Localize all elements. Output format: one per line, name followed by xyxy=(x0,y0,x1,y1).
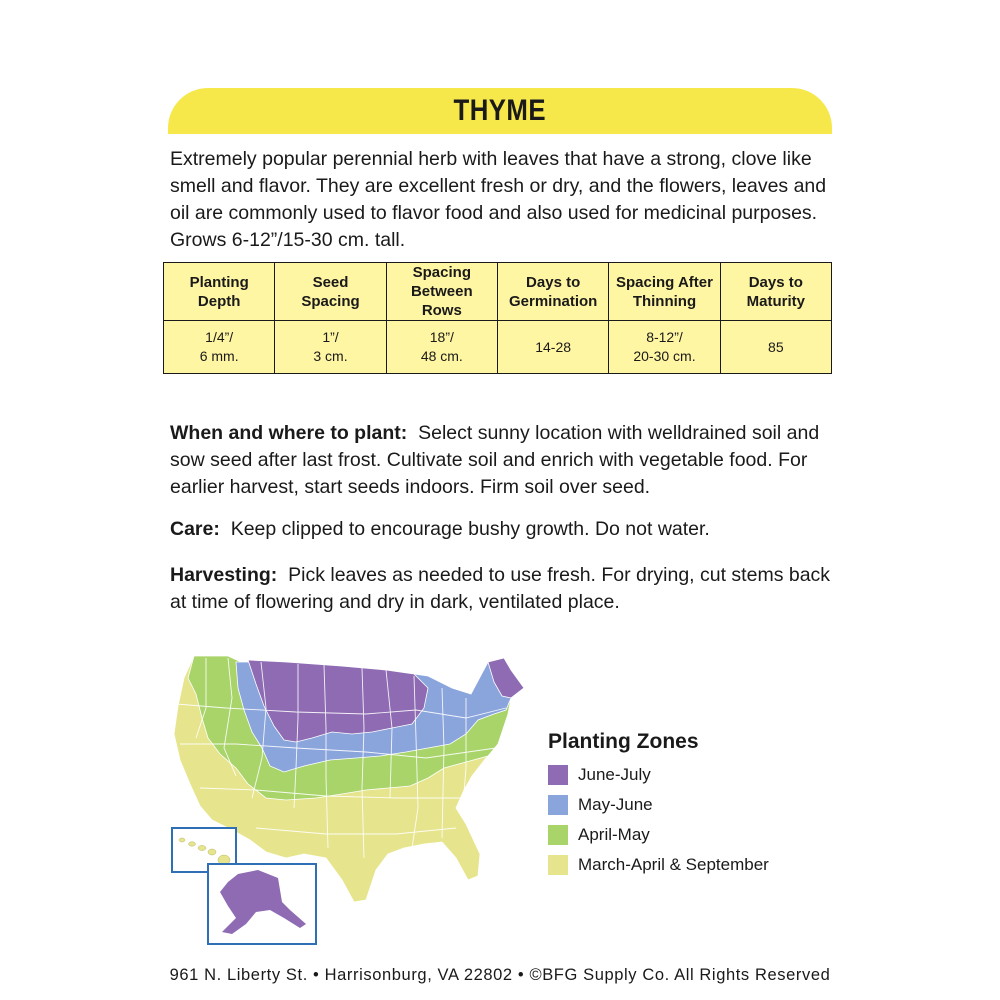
planting-specs-table xyxy=(163,262,832,374)
header-cell: Spacing Between Rows xyxy=(386,263,497,321)
legend-item xyxy=(548,760,828,790)
value-cell: 1”/ 3 cm. xyxy=(275,321,386,374)
planting-zones-legend xyxy=(548,730,828,880)
care-section xyxy=(170,516,850,543)
table-row xyxy=(164,321,832,374)
legend-swatch xyxy=(548,825,568,845)
section-label: When and where to plant: xyxy=(170,422,408,444)
value-cell: 14-28 xyxy=(497,321,608,374)
header-cell: Days to Germination xyxy=(497,263,608,321)
legend-title: Planting Zones xyxy=(548,730,699,753)
section-label: Harvesting: xyxy=(170,564,278,586)
header-cell: Seed Spacing xyxy=(275,263,386,321)
header-cell: Spacing After Thinning xyxy=(609,263,720,321)
value-cell: 8-12”/ 20-30 cm. xyxy=(609,321,720,374)
harvesting-section xyxy=(170,562,850,616)
legend-label: June-July xyxy=(578,765,651,784)
section-text: Pick leaves as needed to use fresh. For drying, cut stems back at time of flowering and dry in dark, ventilated place. xyxy=(170,564,831,613)
footer-address: 961 N. Liberty St. • Harrisonburg, VA 22802 • ©BFG Supply Co. All Rights Reserved xyxy=(169,966,831,984)
legend-label: March-April & September xyxy=(578,855,769,874)
section-text: Keep clipped to encourage bushy growth. Do not water. xyxy=(230,518,710,540)
description: Extremely popular perennial herb with leaves that have a strong, clove like smell and flavor. They are excellent fresh or dry, and the flowers, leaves and oil are commonly used to flavor food and also used for medicinal purposes. Grows 6-12”/15-30 cm. tall. xyxy=(170,148,827,251)
legend-item xyxy=(548,820,828,850)
planting-zones-map xyxy=(166,648,556,948)
page-title: THYME xyxy=(453,94,547,127)
table-header-row xyxy=(164,263,832,321)
legend-swatch xyxy=(548,855,568,875)
legend-label: May-June xyxy=(578,795,653,814)
section-text: Select sunny location with welldrained soil and sow seed after last frost. Cultivate soil and enrich with vegetable food. For earlier harvest, start seeds indoors. Firm soil over seed. xyxy=(170,422,820,498)
title-banner xyxy=(168,88,832,134)
legend-item xyxy=(548,790,828,820)
header-cell: Planting Depth xyxy=(164,263,275,321)
value-cell: 18”/ 48 cm. xyxy=(386,321,497,374)
legend-swatch xyxy=(548,765,568,785)
section-label: Care: xyxy=(170,518,220,540)
value-cell: 1/4”/ 6 mm. xyxy=(164,321,275,374)
legend-swatch xyxy=(548,795,568,815)
header-cell: Days to Maturity xyxy=(720,263,831,321)
value-cell: 85 xyxy=(720,321,831,374)
when-where-section xyxy=(170,420,850,501)
legend-label: April-May xyxy=(578,825,650,844)
legend-item xyxy=(548,850,828,880)
